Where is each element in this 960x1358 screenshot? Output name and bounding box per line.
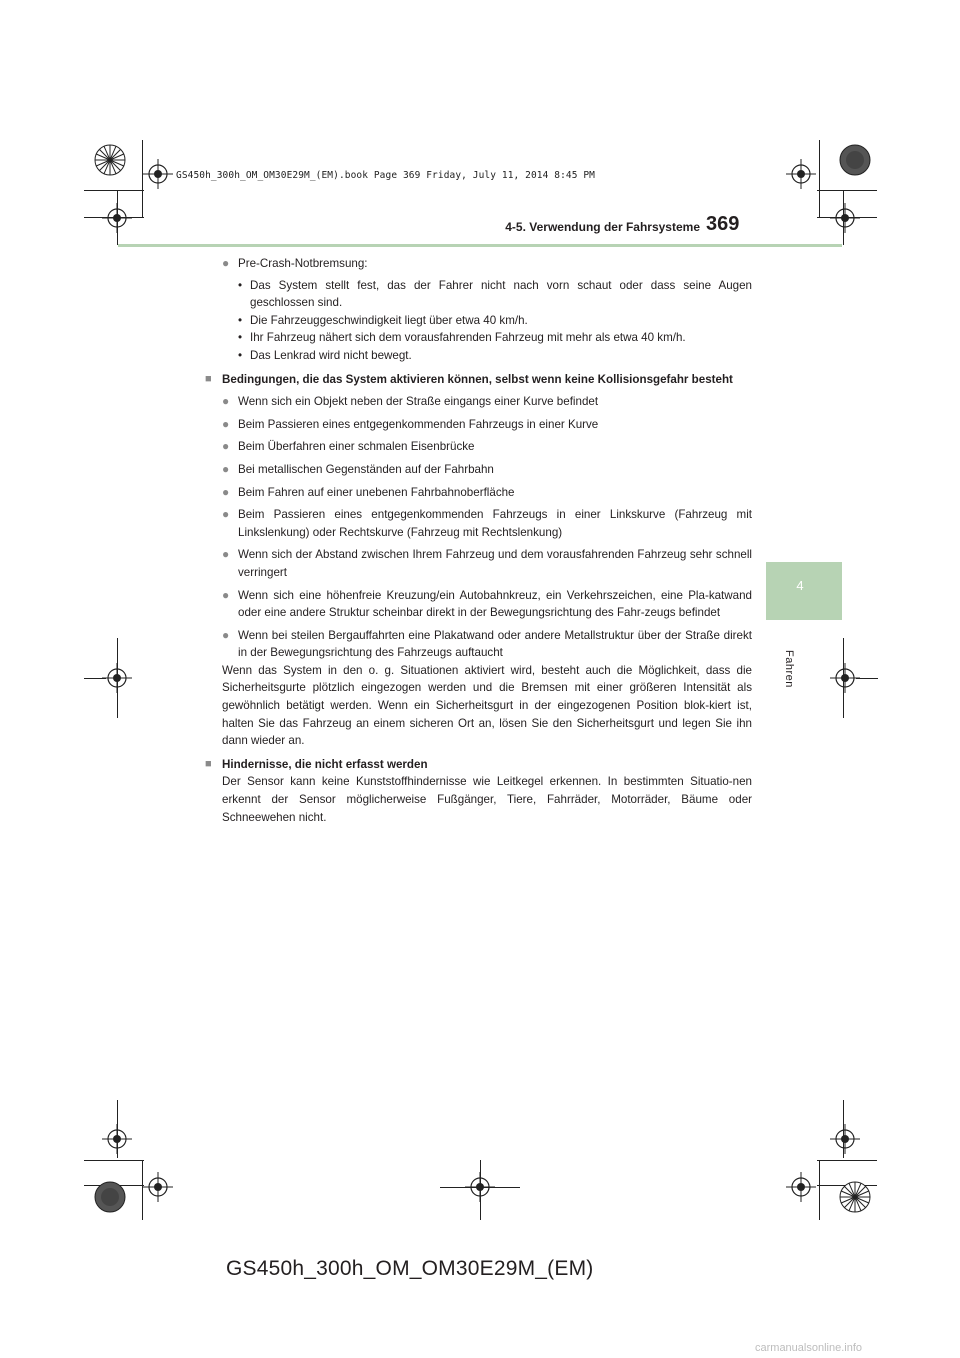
crop-line — [819, 140, 820, 218]
sub-item — [222, 312, 752, 330]
registration-mark-icon — [786, 1172, 816, 1202]
section-heading — [205, 756, 752, 774]
bullet-item — [222, 393, 752, 411]
bullet-text: Wenn sich der Abstand zwischen Ihrem Fahrzeug und dem vorausfahrenden Fahrzeug sehr schnell verringert — [238, 548, 752, 579]
sub-item-text: Ihr Fahrzeug nähert sich dem vorausfahrenden Fahrzeug mit mehr als etwa 40 km/h. — [250, 331, 686, 345]
crop-line — [84, 190, 144, 191]
bullet-item — [222, 546, 752, 581]
bullet-text: Wenn bei steilen Bergauffahrten eine Plakatwand oder andere Metallstruktur über der Straße direkt in der Bewegungsrichtung des Fahrzeugs auftaucht — [238, 628, 752, 660]
gray-tint-mark-icon — [93, 1180, 127, 1214]
crop-line — [480, 1160, 481, 1220]
dot-icon: • — [238, 278, 243, 292]
bullet-item — [222, 461, 752, 479]
obstacles-paragraph: Der Sensor kann keine Kunststoffhindernisse wie Leitkegel erkennen. In bestimmten Situatio-nen erkennt der Sensor möglicherweise Fußgänger, Tiere, Fahrräder, Motorräder, Bäume oder Schneewehen nicht. — [222, 775, 752, 824]
sub-item — [222, 347, 752, 365]
bullet-item — [222, 255, 752, 273]
main-content — [205, 255, 752, 826]
bullet-icon: ● — [222, 587, 230, 602]
book-info-line: GS450h_300h_OM_OM30E29M_(EM).book Page 369 Friday, July 11, 2014 8:45 PM — [176, 170, 596, 181]
dot-icon: • — [238, 331, 243, 345]
bullet-item — [222, 484, 752, 502]
registration-mark-icon — [143, 1172, 173, 1202]
bullet-icon: ● — [222, 394, 230, 409]
header-rule — [118, 244, 842, 247]
bullet-text: Beim Überfahren einer schmalen Eisenbrücke — [238, 440, 475, 454]
sub-item-text: Das System stellt fest, das der Fahrer nicht nach vorn schaut oder dass seine Augen geschlossen sind. — [250, 278, 752, 310]
bullet-icon: ● — [222, 507, 230, 522]
bullet-icon: ● — [222, 484, 230, 499]
crop-line — [843, 638, 844, 718]
registration-mark-icon — [786, 159, 816, 189]
bullet-icon: ● — [222, 416, 230, 431]
section-title: 4-5. Verwendung der Fahrsysteme — [505, 220, 700, 234]
sub-item-text: Die Fahrzeuggeschwindigkeit liegt über etwa 40 km/h. — [250, 313, 528, 327]
bullet-icon: ● — [222, 547, 230, 562]
bullet-text: Beim Passieren eines entgegenkommenden Fahrzeugs in einer Linkskurve (Fahrzeug mit Linkslenkung) oder Rechtskurve (Fahrzeug mit Rechtslenkung) — [238, 508, 752, 539]
page-number: 369 — [706, 213, 740, 235]
chapter-tab-number: 4 — [796, 578, 804, 593]
bullet-icon: ● — [222, 627, 230, 642]
bullet-text: Wenn sich eine höhenfreie Kreuzung/ein Autobahnkreuz, ein Verkehrszeichen, eine Pla-katwand oder eine andere Struktur scheinbar direkt in der Bewegungsrichtung des Fahr-zeugs befindet — [238, 588, 752, 620]
registration-mark-icon — [102, 1124, 132, 1154]
bullet-text: Wenn sich ein Objekt neben der Straße eingangs einer Kurve befindet — [238, 395, 599, 409]
bullet-text: Beim Fahren auf einer unebenen Fahrbahnoberfläche — [238, 485, 515, 499]
sub-item — [222, 329, 752, 347]
bullet-text: Bei metallischen Gegenständen auf der Fahrbahn — [238, 462, 494, 476]
registration-mark-icon — [830, 1124, 860, 1154]
registration-mark-icon — [830, 203, 860, 233]
bullet-item — [222, 438, 752, 456]
conditions-paragraph: Wenn das System in den o. g. Situationen aktiviert wird, besteht auch die Möglichkeit, dass die Sicherheitsgurte plötzlich eingezogen werden und die Bremsen mit einer größeren Intensität als gewöhnlich betätigt werden. Wenn ein Sicherheitsgurt in der eingezogenen Position blok-kiert ist, halten Sie das Fahrzeug an einem sicheren Ort an, lösen Sie den Sicherheitsgurt und legen Sie ihn dann wieder an. — [222, 663, 752, 748]
conditions-heading: Bedingungen, die das System aktivieren können, selbst wenn keine Kollisionsgefahr besteht — [222, 372, 733, 386]
crop-line — [84, 678, 106, 679]
precrash-title: Pre-Crash-Notbremsung: — [238, 257, 368, 270]
obstacles-heading: Hindernisse, die nicht erfasst werden — [222, 757, 428, 771]
crop-line — [819, 1160, 820, 1220]
starburst-mark-icon — [93, 143, 127, 177]
crop-line — [817, 190, 877, 191]
bullet-icon: ● — [222, 439, 230, 454]
bullet-item — [222, 627, 752, 662]
bullet-item — [222, 587, 752, 622]
section-heading — [205, 371, 752, 389]
registration-mark-icon — [102, 203, 132, 233]
bullet-icon: ● — [222, 461, 230, 476]
square-heading-icon: ■ — [205, 372, 212, 385]
bullet-icon: ● — [222, 256, 230, 270]
dot-icon: • — [238, 313, 243, 327]
sub-item — [222, 277, 752, 312]
crop-line — [117, 638, 118, 718]
bullet-item — [222, 416, 752, 434]
crop-line — [817, 1160, 877, 1161]
square-heading-icon: ■ — [205, 757, 212, 770]
crop-line — [856, 678, 878, 679]
gray-tint-mark-icon — [838, 143, 872, 177]
registration-mark-icon — [143, 159, 173, 189]
chapter-tab-label: Fahren — [783, 650, 795, 688]
sub-item-text: Das Lenkrad wird nicht bewegt. — [250, 348, 412, 362]
starburst-mark-icon — [838, 1180, 872, 1214]
bullet-item — [222, 506, 752, 541]
crop-line — [84, 1160, 144, 1161]
watermark: carmanualsonline.info — [755, 1342, 863, 1354]
dot-icon: • — [238, 348, 243, 362]
footer-manual-code: GS450h_300h_OM_OM30E29M_(EM) — [226, 1257, 594, 1280]
bullet-text: Beim Passieren eines entgegenkommenden Fahrzeugs in einer Kurve — [238, 417, 599, 431]
